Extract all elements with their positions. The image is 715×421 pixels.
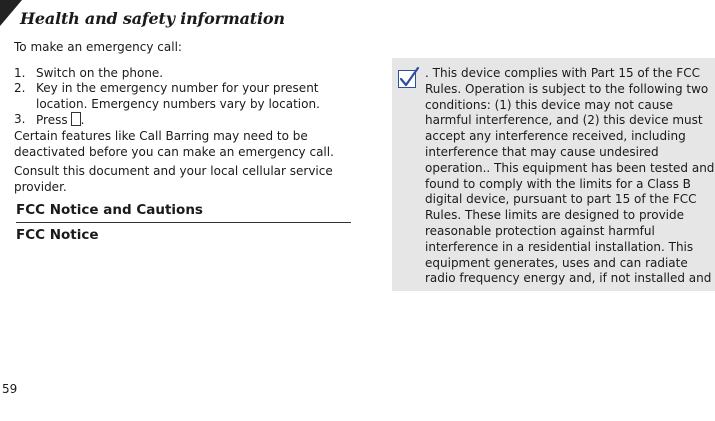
call-barring-note: Certain features like Call Barring may need to be deactivated before you can make an emergency call. — [14, 128, 334, 159]
step-number: 3. — [14, 112, 26, 127]
consult-note: Consult this document and your local cellular service provider. — [14, 164, 333, 194]
fcc-notice-text: . This device complies with Part 15 of the FCC Rules. Operation is subject to the following two conditions: (1) this device may not cause harmful interference, and (2) this device must accept any interference received, including interference that may cause undesired operation.. This equipment has been tested and found to comply with the limits for a Class B digital device, pursuant to part 15 of the FCC Rules. These limits are designed to provide reasonable protection against harmful interference in a residential installation. This equipment generates, uses and can radiate radio frequency energy and, if not installed and — [425, 66, 715, 286]
step-text-wrap: Press . — [36, 113, 85, 128]
step-number: 2. — [14, 81, 26, 96]
subheading-fcc-notice: FCC Notice — [16, 227, 99, 243]
list-item — [14, 112, 354, 129]
fcc-notice-box — [392, 58, 715, 291]
checkbox-check-icon — [398, 70, 416, 88]
key-symbol-icon — [71, 112, 81, 126]
page-number: 59 — [2, 382, 18, 396]
page-header-title: Health and safety information — [20, 9, 285, 28]
step-number: 1. — [14, 65, 26, 80]
emergency-steps-list — [14, 66, 354, 129]
emergency-intro: To make an emergency call: — [14, 40, 182, 54]
step-text: Key in the emergency number for your present location. Emergency numbers vary by location. — [36, 81, 320, 111]
step-text: Switch on the phone. — [36, 65, 164, 80]
list-item — [14, 66, 354, 82]
list-item — [14, 81, 354, 112]
step-text: Press — [36, 113, 68, 128]
section-heading-fcc: FCC Notice and Cautions — [16, 202, 351, 223]
header-corner-mark — [0, 0, 22, 26]
emergency-call-section — [14, 40, 354, 195]
